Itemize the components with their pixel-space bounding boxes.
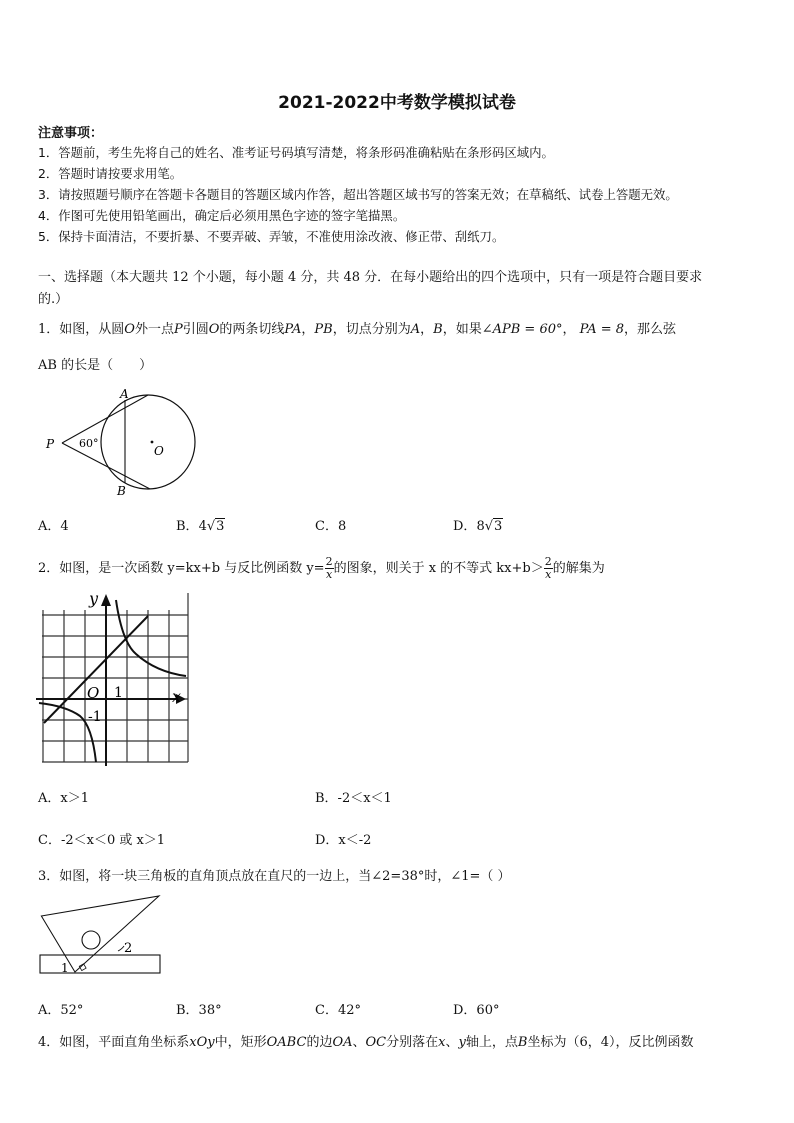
- label-one: 1: [114, 685, 123, 701]
- label-neg-one: -1: [88, 709, 102, 725]
- question-2-text: 2．如图，是一次函数 y=kx+b 与反比例函数 y= $\frac{2}{x}$ 的图象，则关于 x 的不等式 kx+b＞ $\frac{2}{x}$ 的解集为: [38, 555, 605, 581]
- label-y: y: [89, 590, 99, 608]
- question-1-text-cont: AB 的长是（ ）: [38, 358, 153, 373]
- y-axis-arrow: [101, 594, 111, 606]
- tangent-pa: [62, 395, 148, 443]
- notice-item: 2．答题时请按要求用笔。: [38, 166, 183, 181]
- notice-item: 4．作图可先使用铅笔画出，确定后必须用黑色字迹的签字笔描黑。: [38, 208, 406, 223]
- q1-option-d[interactable]: D．8√3: [453, 519, 503, 534]
- q3-option-a[interactable]: A．52°: [38, 1003, 84, 1018]
- q3-option-b[interactable]: B．38°: [176, 1003, 222, 1018]
- q1-option-c[interactable]: C．8: [315, 519, 347, 534]
- triangle-hole: [82, 931, 100, 949]
- circle-o: [101, 395, 195, 489]
- center-dot: [151, 441, 154, 444]
- question-2-figure: [36, 590, 196, 766]
- ruler: [40, 955, 160, 973]
- grid: [42, 593, 188, 762]
- q1-option-b[interactable]: B．4√3: [176, 519, 225, 534]
- question-3-text: 3．如图，将一块三角板的直角顶点放在直尺的一边上，当∠2=38°时，∠1=（ ）: [38, 869, 511, 884]
- question-3-figure: [38, 894, 164, 976]
- label-x: x: [172, 687, 182, 706]
- notice-item: 1．答题前，考生先将自己的姓名、准考证号码填写清楚，将条形码准确粘贴在条形码区域内。: [38, 145, 554, 160]
- label-a: A: [120, 387, 129, 401]
- q2-option-c[interactable]: C．-2＜x＜0 或 x＞1: [38, 833, 166, 848]
- label-o: O: [154, 444, 164, 458]
- tangent-pb: [62, 443, 150, 489]
- section-header: 一、选择题（本大题共 12 个小题，每小题 4 分，共 48 分．在每小题给出的四个选项中，只有一项是符合题目要求: [38, 270, 703, 285]
- q3-option-c[interactable]: C．42°: [315, 1003, 361, 1018]
- label-angle: 60°: [79, 437, 99, 450]
- question-4-text: 4．如图，平面直角坐标系xOy中，矩形OABC的边OA、OC分别落在x、y轴上，点B坐标为（6，4），反比例函数: [38, 1035, 694, 1050]
- label-o: O: [87, 684, 100, 702]
- triangle: [41, 896, 159, 972]
- q2-option-a[interactable]: A．x＞1: [38, 791, 89, 806]
- label-p: P: [46, 437, 55, 451]
- q1-option-a[interactable]: A．4: [38, 519, 69, 534]
- label-two: 2: [124, 941, 133, 956]
- section-header-cont: 的.）: [38, 292, 69, 307]
- q2-option-d[interactable]: D．x＜-2: [315, 833, 372, 848]
- label-b: B: [117, 484, 126, 498]
- notice-heading: 注意事项：: [38, 126, 104, 141]
- q3-option-d[interactable]: D．60°: [453, 1003, 500, 1018]
- question-1-figure: [38, 385, 208, 503]
- label-one: 1: [61, 961, 69, 975]
- notice-item: 5．保持卡面清洁，不要折暴、不要弄破、弄皱，不准使用涂改液、修正带、刮纸刀。: [38, 229, 505, 244]
- q2-option-b[interactable]: B．-2＜x＜1: [315, 791, 392, 806]
- notice-item: 3．请按照题号顺序在答题卡各题目的答题区域内作答，超出答题区域书写的答案无效；在草稿纸、试卷上答题无效。: [38, 187, 678, 202]
- question-1-text: 1．如图，从圆O外一点P引圆O的两条切线PA，PB，切点分别为A，B，如果∠APB = 60°， PA = 8，那么弦: [38, 322, 677, 337]
- page-title: 2021-2022中考数学模拟试卷: [278, 93, 516, 113]
